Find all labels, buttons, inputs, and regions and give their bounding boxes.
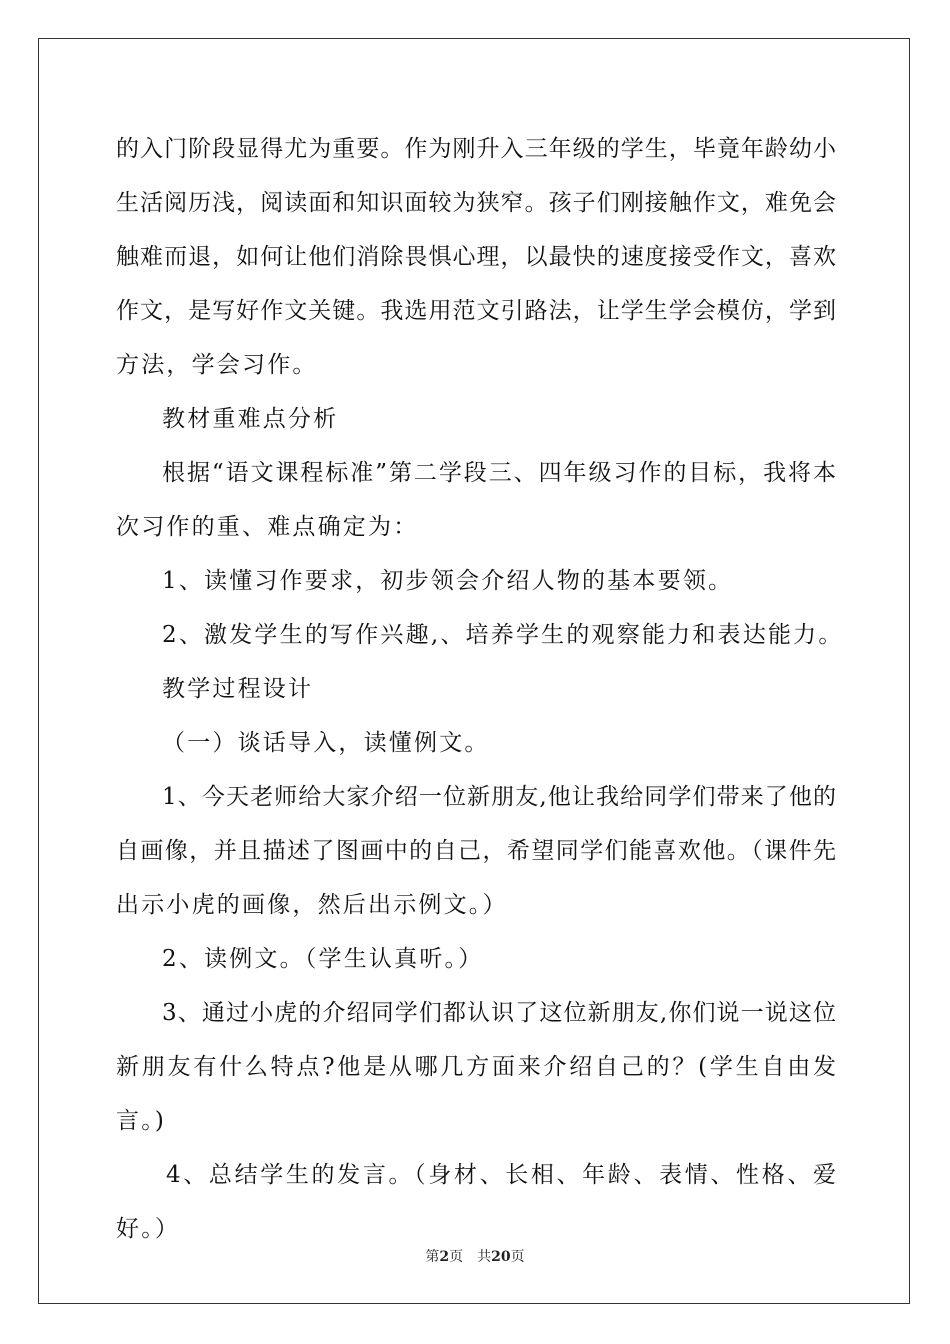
paragraph-line: 新朋友有什么特点?他是从哪几方面来介绍自己的？(学生自由发 <box>116 1054 836 1080</box>
list-item: 1、读懂习作要求，初步领会介绍人物的基本要领。 <box>162 568 734 594</box>
paragraph-line: 言。) <box>116 1108 167 1134</box>
list-item: 2、激发学生的写作兴趣,、培养学生的观察能力和表达能力。 <box>162 622 844 648</box>
paragraph-line: 2、读例文。（学生认真听。） <box>162 946 484 972</box>
paragraph-line: 出示小虎的画像，然后出示例文。） <box>116 892 508 918</box>
page-suffix: 页 <box>449 1249 464 1265</box>
section-heading: 教材重难点分析 <box>162 406 339 432</box>
paragraph-line: 1、今天老师给大家介绍一位新朋友,他让我给同学们带来了他的 <box>162 784 836 810</box>
paragraph-line: 好。） <box>116 1216 181 1242</box>
paragraph-line: 触难而退，如何让他们消除畏惧心理，以最快的速度接受作文，喜欢 <box>116 244 836 270</box>
paragraph-line: 方法，学会习作。 <box>116 352 318 378</box>
paragraph-line: 3、通过小虎的介绍同学们都认识了这位新朋友,你们说一说这位 <box>162 1000 836 1026</box>
total-prefix: 共 <box>477 1249 492 1265</box>
page-number: 2 <box>439 1249 450 1265</box>
paragraph-line: 4、总结学生的发言。（身材、长相、年龄、表情、性格、爱 <box>166 1162 836 1188</box>
subsection-heading: （一）谈话导入，读懂例文。 <box>162 730 490 756</box>
paragraph-line: 根据“语文课程标准”第二学段三、四年级习作的目标，我将本 <box>162 460 836 486</box>
paragraph-line: 自画像，并且描述了图画中的自己，希望同学们能喜欢他。（课件先 <box>116 838 836 864</box>
paragraph-line: 次习作的重、难点确定为： <box>116 514 419 540</box>
document-body <box>116 122 844 1256</box>
paragraph-line: 的入门阶段显得尤为重要。作为刚升入三年级的学生，毕竟年龄幼小 <box>116 136 836 162</box>
page-prefix: 第 <box>425 1249 440 1265</box>
paragraph-line: 生活阅历浅，阅读面和知识面较为狭窄。孩子们刚接触作文，难免会 <box>116 190 836 216</box>
page-footer <box>0 1246 950 1266</box>
total-suffix: 页 <box>510 1249 525 1265</box>
paragraph-line: 作文，是写好作文关键。我选用范文引路法，让学生学会模仿，学到 <box>116 298 836 324</box>
section-heading: 教学过程设计 <box>162 676 314 702</box>
total-pages: 20 <box>491 1249 511 1265</box>
